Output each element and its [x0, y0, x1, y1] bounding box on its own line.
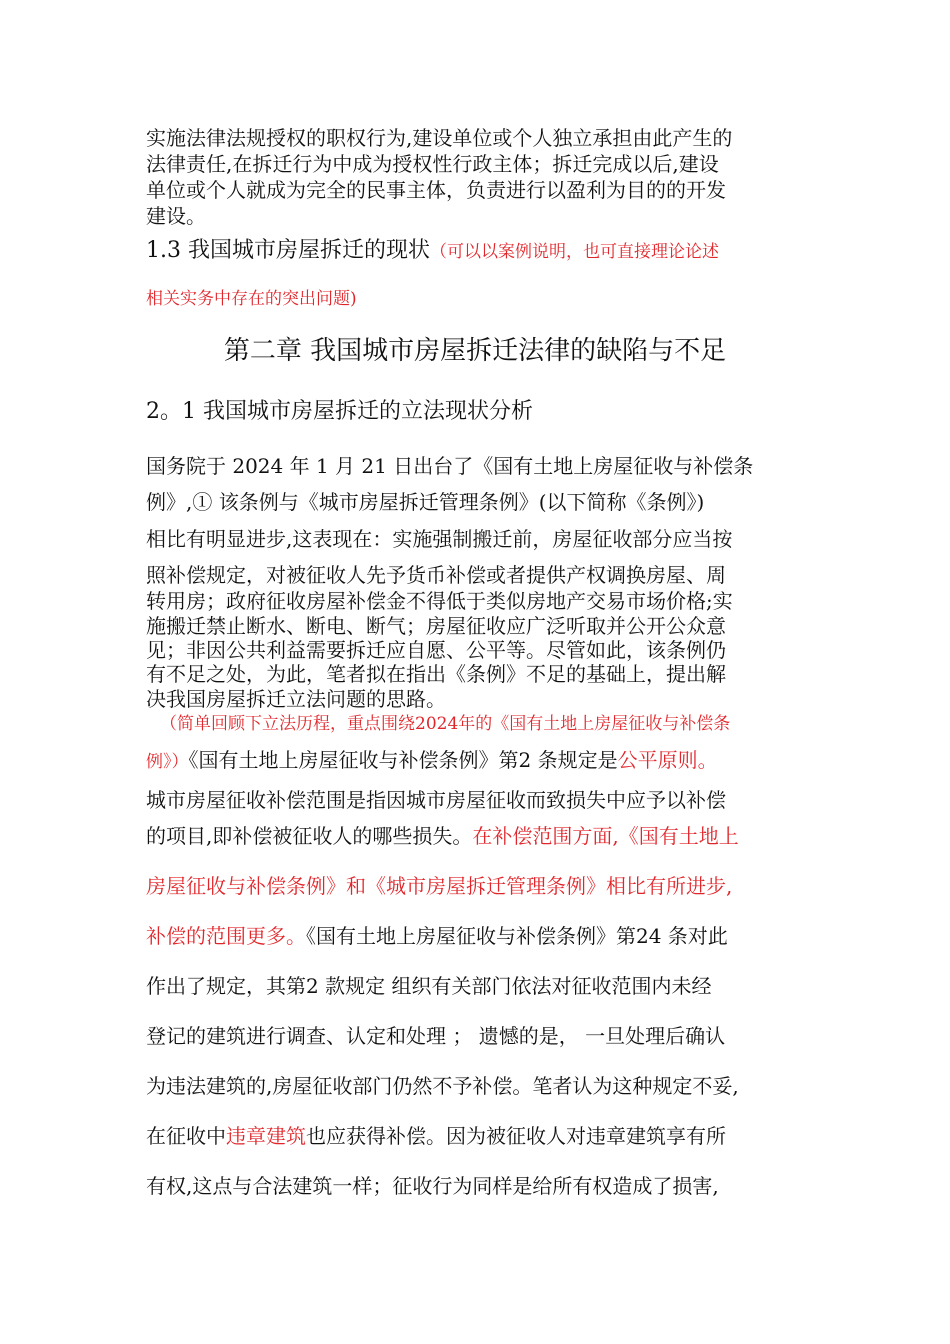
paragraph-line: 单位或个人就成为完全的民事主体，负责进行以盈利为目的的开发 [146, 178, 726, 202]
paragraph-line: 登记的建筑进行调查、认定和处理 ； 遗憾的是， 一旦处理后确认 [146, 1024, 726, 1048]
chapter-title: 第二章 我国城市房屋拆迁法律的缺陷与不足 [223, 336, 727, 366]
section-title: 1.3 我国城市房屋拆迁的现状 [146, 238, 430, 263]
paragraph-line: 有权,这点与合法建筑一样；征收行为同样是给所有权造成了损害, [146, 1174, 719, 1198]
text-run: 的项目,即补偿被征收人的哪些损失。 [146, 824, 473, 848]
paragraph-line: 城市房屋征收补偿范围是指因城市房屋征收而致损失中应予以补偿 [146, 788, 726, 812]
paragraph-line: 为违法建筑的,房屋征收部门仍然不予补偿。笔者认为这种规定不妥, [146, 1074, 739, 1098]
highlighted-text: 补偿的范围更多。 [146, 924, 306, 948]
highlighted-text: 违章建筑 [226, 1124, 306, 1148]
paragraph-line [146, 1123, 726, 1149]
paragraph-line: 国务院于 2024 年 1 月 21 日出台了《国有土地上房屋征收与补偿条 [146, 454, 754, 478]
editor-note: 相关实务中存在的突出问题) [146, 289, 357, 309]
highlighted-text: 公平原则。 [617, 748, 718, 772]
paragraph-line: 建设。 [146, 204, 206, 228]
text-run: 在征收中 [146, 1124, 226, 1148]
paragraph-line [146, 747, 718, 775]
paragraph-line: 法律责任,在拆迁行为中成为授权性行政主体；拆迁完成以后,建设 [146, 152, 719, 176]
highlighted-line: 房屋征收与补偿条例》和《城市房屋拆迁管理条例》相比有所进步, [146, 874, 733, 898]
paragraph-line [146, 823, 739, 849]
section-heading-1-3 [146, 237, 719, 265]
paragraph-line: 有不足之处，为此，笔者拟在指出《条例》不足的基础上，提出解 [146, 662, 726, 686]
paragraph-line: 实施法律法规授权的职权行为,建设单位或个人独立承担由此产生的 [146, 126, 733, 150]
highlighted-text: 在补偿范围方面,《国有土地上 [472, 824, 739, 848]
editor-note: 例》） [146, 752, 189, 772]
paragraph-line [146, 923, 728, 949]
text-run: 《国有土地上房屋征收与补偿条例》第24 条对此 [306, 924, 728, 948]
paragraph-line: 决我国房屋拆迁立法问题的思路。 [146, 687, 446, 711]
paragraph-line: 见；非因公共利益需要拆迁应自愿、公平等。尽管如此，该条例仍 [146, 638, 726, 662]
editor-note: （可以以案例说明，也可直接理论论述 [429, 242, 719, 262]
paragraph-line: 作出了规定，其第2 款规定 组织有关部门依法对征收范围内未经 [146, 974, 712, 998]
paragraph-line: 转用房；政府征收房屋补偿金不得低于类似房地产交易市场价格;实 [146, 589, 733, 613]
section-heading-2-1: 2。1 我国城市房屋拆迁的立法现状分析 [146, 399, 533, 424]
paragraph-line: 施搬迁禁止断水、断电、断气；房屋征收应广泛听取并公开公众意 [146, 614, 726, 638]
text-run: 也应获得补偿。因为被征收人对违章建筑享有所 [306, 1124, 726, 1148]
paragraph-line: 照补偿规定，对被征收人先予货币补偿或者提供产权调换房屋、周 [146, 563, 726, 587]
paragraph-line: 相比有明显进步,这表现在：实施强制搬迁前，房屋征收部分应当按 [146, 527, 733, 551]
editor-note: （简单回顾下立法历程，重点围绕2024年的《国有土地上房屋征收与补偿条 [160, 714, 731, 734]
paragraph-line: 例》,① 该条例与《城市房屋拆迁管理条例》(以下简称《条例》) [146, 490, 705, 514]
text-run: 《国有土地上房屋征收与补偿条例》第2 条规定是 [188, 748, 618, 772]
